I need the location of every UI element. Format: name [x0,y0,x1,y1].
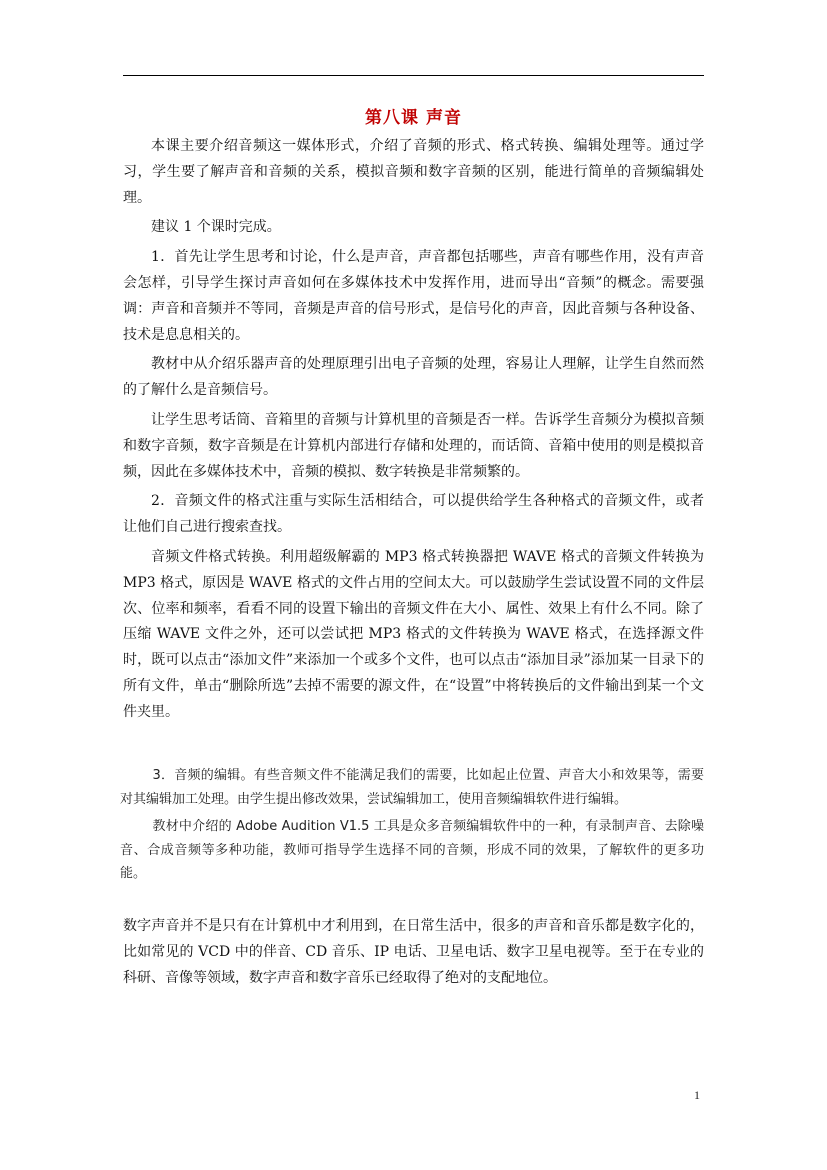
header-rule [123,75,704,76]
instrument-paragraph: 教材中从介绍乐器声音的处理原理引出电子音频的处理，容易让人理解，让学生自然而然的了解什么是音频信号。 [123,356,704,399]
point-one-paragraph: 1．首先让学生思考和讨论，什么是声音，声音都包括哪些，声音有哪些作用，没有声音会怎样，引导学生探讨声音如何在多媒体技术中发挥作用，进而导出“音频”的概念。需要强调：声音和音频并不等同，音频是声音的信号形式，是信号化的声音，因此音频与各种设备、技术是息息相关的。 [123,249,704,343]
point-two-paragraph: 2．音频文件的格式注重与实际生活相结合，可以提供给学生各种格式的音频文件，或者让他们自己进行搜索查找。 [123,493,704,536]
page-number: 1 [694,1088,700,1102]
lesson-time-paragraph: 建议 1 个课时完成。 [151,219,281,236]
page-title: 第八课 声音 [365,108,462,128]
closing-paragraph: 数字声音并不是只有在计算机中才利用到，在日常生活中，很多的声音和音乐都是数字化的，比如常见的 VCD 中的伴音、CD 音乐、IP 电话、卫星电话、数字卫星电视等。至于在专业的科研、音像等领域，数字声音和数字音乐已经取得了绝对的支配地位。 [123,918,704,986]
audition-paragraph: 教材中介绍的 Adobe Audition V1.5 工具是众多音频编辑软件中的一种，有录制声音、去除噪音、合成音频等多种功能，教师可指导学生选择不同的音频，形成不同的效果，了解软件的更多功能。 [120,819,704,881]
body-text [123,134,704,726]
scanned-text-block [120,764,704,886]
point-three-paragraph: 3．音频的编辑。有些音频文件不能满足我们的需要，比如起止位置、声音大小和效果等，需要对其编辑加工处理。由学生提出修改效果，尝试编辑加工，使用音频编辑软件进行编辑。 [120,768,704,807]
intro-paragraph: 本课主要介绍音频这一媒体形式，介绍了音频的形式、格式转换、编辑处理等。通过学习，学生要了解声音和音频的关系，模拟音频和数字音频的区别，能进行简单的音频编辑处理。 [123,138,704,206]
analog-digital-paragraph: 让学生思考话筒、音箱里的音频与计算机里的音频是否一样。告诉学生音频分为模拟音频和数字音频，数字音频是在计算机内部进行存储和处理的，而话筒、音箱中使用的则是模拟音频，因此在多媒体技术中，音频的模拟、数字转换是非常频繁的。 [123,411,704,480]
closing-text [123,914,704,991]
format-conversion-paragraph: 音频文件格式转换。利用超级解霸的 MP3 格式转换器把 WAVE 格式的音频文件转换为 MP3 格式，原因是 WAVE 格式的文件占用的空间太大。可以鼓励学生尝试设置不同的文件层次、位率和频率，看看不同的设置下输出的音频文件在大小、属性、效果上有什么不同。除了压缩 WAVE 文件之外，还可以尝试把 MP3 格式的文件转换为 WAVE 格式，在选择源文件时，既可以点击“添加文件”来添加一个或多个文件，也可以点击“添加目录”添加某一目录下的所有文件，单击“删除所选”去掉不需要的源文件，在“设置”中将转换后的文件输出到某一个文件夹里。 [123,548,704,720]
